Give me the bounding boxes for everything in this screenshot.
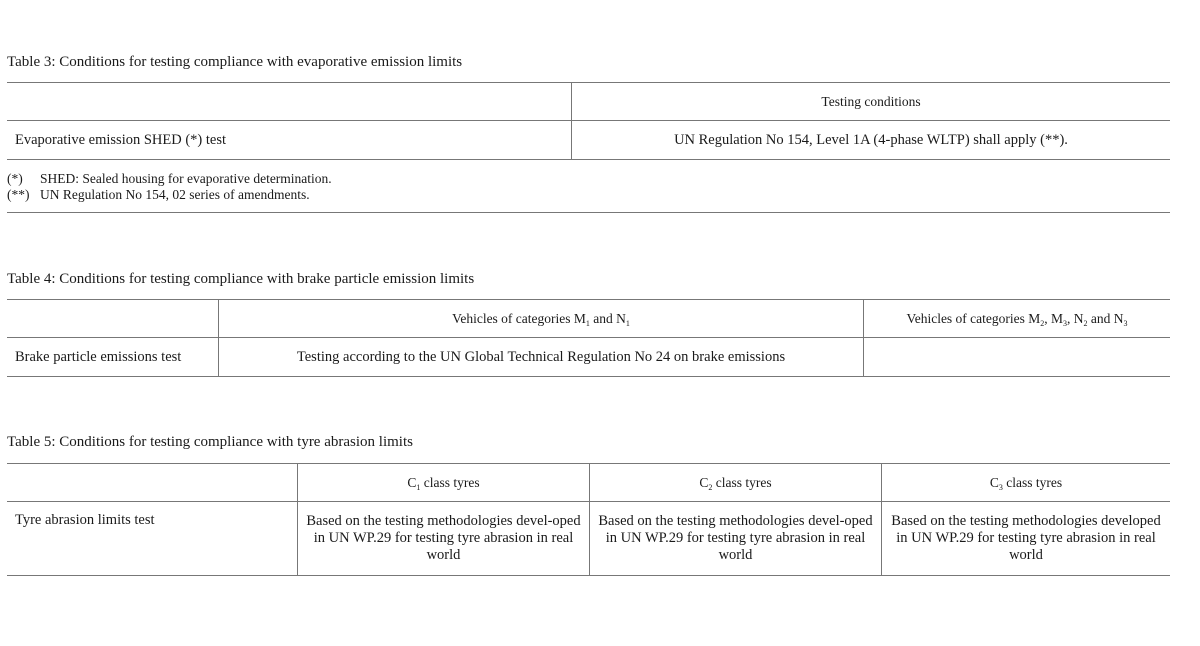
table3-footnotes xyxy=(7,171,332,203)
table5-row-c1-value: Based on the testing methodologies devel-oped in UN WP.29 for testing tyre abrasion in real world xyxy=(298,502,590,576)
table5-header-c3 xyxy=(882,464,1171,502)
subscript: 2 xyxy=(708,482,713,492)
header-text: C xyxy=(699,474,709,490)
footnote-1 xyxy=(7,171,332,187)
header-text: and N xyxy=(1087,310,1124,326)
header-text: C xyxy=(989,474,999,490)
table3-row-value: UN Regulation No 154, Level 1A (4-phase WLTP) shall apply (**). xyxy=(572,121,1171,160)
header-text: , M xyxy=(1044,310,1064,326)
header-text: Vehicles of categories M xyxy=(906,310,1041,326)
table4-header-row xyxy=(7,300,1170,338)
table4-row xyxy=(7,338,1170,377)
table3-header-testing-conditions: Testing conditions xyxy=(572,83,1171,121)
header-text: , N xyxy=(1067,310,1084,326)
subscript: 2 xyxy=(1083,318,1088,328)
subscript: 1 xyxy=(585,318,590,328)
table4-row-label: Brake particle emissions test xyxy=(7,338,219,377)
table5-header-row xyxy=(7,464,1170,502)
subscript: 1 xyxy=(416,482,421,492)
header-text: Vehicles of categories M xyxy=(452,310,586,326)
table4-row-light-value: Testing according to the UN Global Technical Regulation No 24 on brake emissions xyxy=(219,338,864,377)
footnote-1-text: SHED: Sealed housing for evaporative determination. xyxy=(40,171,332,186)
table3-caption: Table 3: Conditions for testing compliance with evaporative emission limits xyxy=(7,54,463,70)
table5 xyxy=(7,463,1170,576)
subscript: 2 xyxy=(1040,318,1045,328)
subscript: 3 xyxy=(1123,318,1128,328)
table4 xyxy=(7,299,1170,377)
table5-header-c1 xyxy=(298,464,590,502)
table3 xyxy=(7,82,1170,160)
table3-header-row xyxy=(7,83,1170,121)
table3-footnote-rule xyxy=(7,212,1170,213)
header-text: and N xyxy=(589,310,626,326)
table3-row xyxy=(7,121,1170,160)
table4-row-heavy-value xyxy=(864,338,1171,377)
header-text: class tyres xyxy=(420,474,480,490)
footnote-2-text: UN Regulation No 154, 02 series of amendments. xyxy=(40,187,310,202)
table5-header-c2 xyxy=(590,464,882,502)
header-text: C xyxy=(407,474,417,490)
table5-header-empty xyxy=(7,464,298,502)
table5-row-c3-value: Based on the testing methodologies developed in UN WP.29 for testing tyre abrasion in real world xyxy=(882,502,1171,576)
table5-row-c2-value: Based on the testing methodologies devel-oped in UN WP.29 for testing tyre abrasion in real world xyxy=(590,502,882,576)
subscript: 3 xyxy=(998,482,1003,492)
table4-header-light-vehicles xyxy=(219,300,864,338)
footnote-2 xyxy=(7,187,332,203)
header-text: class tyres xyxy=(712,474,772,490)
table5-caption: Table 5: Conditions for testing compliance with tyre abrasion limits xyxy=(7,434,413,450)
subscript: 1 xyxy=(625,318,630,328)
table5-row xyxy=(7,502,1170,576)
footnote-1-mark: (*) xyxy=(7,171,23,186)
footnote-2-mark: (**) xyxy=(7,187,30,202)
subscript: 3 xyxy=(1063,318,1068,328)
table3-row-label: Evaporative emission SHED (*) test xyxy=(7,121,572,160)
table5-row-label: Tyre abrasion limits test xyxy=(7,502,298,576)
table4-caption: Table 4: Conditions for testing compliance with brake particle emission limits xyxy=(7,271,475,287)
table3-header-empty xyxy=(7,83,572,121)
header-text: class tyres xyxy=(1002,474,1063,490)
table4-header-heavy-vehicles xyxy=(864,300,1171,338)
table4-header-empty xyxy=(7,300,219,338)
